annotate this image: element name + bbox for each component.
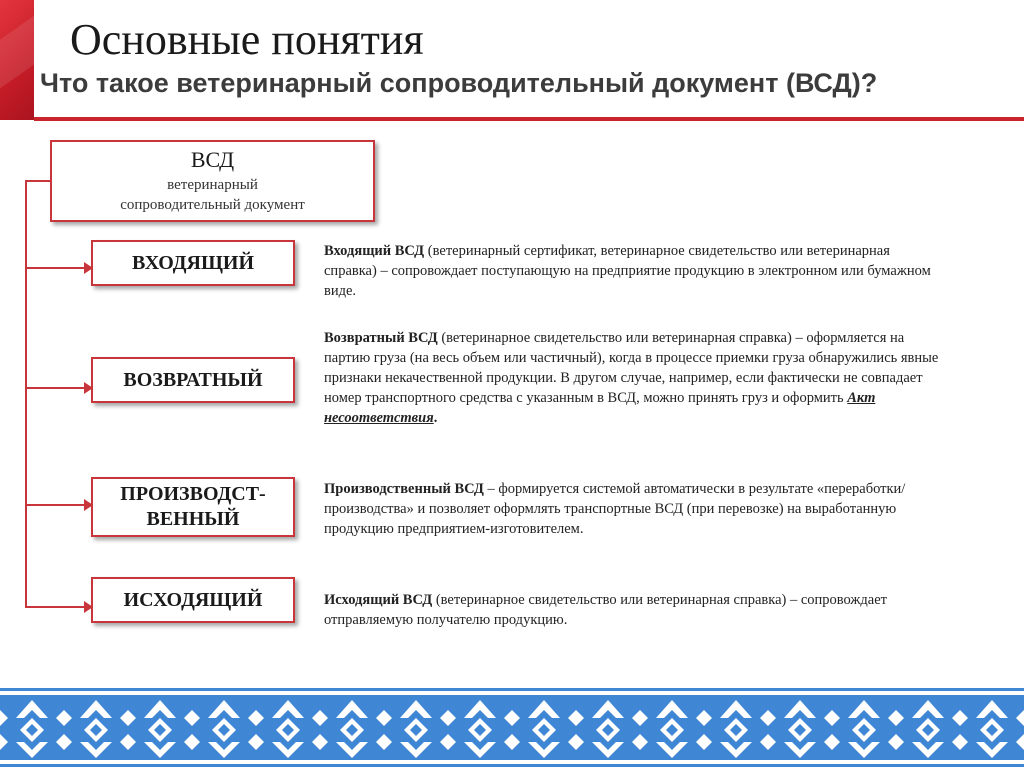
category-box-incoming bbox=[91, 240, 295, 286]
root-title: ВСД bbox=[190, 147, 235, 172]
arrow-return bbox=[25, 387, 91, 389]
arrow-production bbox=[25, 504, 91, 506]
act-nonconformity-link[interactable]: Акт несоответствия bbox=[324, 390, 876, 426]
root-subtitle-line1: ветеринарный bbox=[167, 177, 258, 194]
arrow-outgoing bbox=[25, 606, 91, 608]
page-subtitle: Что такое ветеринарный сопроводительный документ (ВСД)? bbox=[40, 68, 878, 98]
category-label-return: ВОЗВРАТНЫЙ bbox=[123, 368, 263, 391]
description-incoming bbox=[324, 241, 944, 301]
description-text: (ветеринарное свидетельство или ветеринарная справка) – оформляется на партию груза (на весь объем или частичный), когда в процессе приемки груза обнаружились явные признаки некачественной продукции. В другом случае, например, если фактически не совпадает номер транспортного средства с указанным в ВСД, можно принять груз и оформить bbox=[324, 330, 939, 406]
ornament-band bbox=[0, 688, 1024, 767]
description-term: Возвратный ВСД bbox=[324, 330, 438, 346]
header-divider bbox=[34, 117, 1024, 121]
category-label-outgoing: ИСХОДЯЩИЙ bbox=[123, 588, 263, 611]
description-term: Производственный ВСД bbox=[324, 481, 484, 497]
description-text: (ветеринарное свидетельство или ветеринарная справка) – сопровождает отправляемую получателю продукцию. bbox=[324, 592, 888, 628]
arrow-incoming bbox=[25, 267, 91, 269]
tree-connector-vertical bbox=[25, 180, 27, 607]
description-text: (ветеринарный сертификат, ветеринарное свидетельство или ветеринарная справка) – сопровождает поступающую на предприятие продукцию в электронном или бумажном виде. bbox=[324, 243, 931, 299]
category-label-incoming: ВХОДЯЩИЙ bbox=[131, 251, 255, 274]
description-outgoing bbox=[324, 590, 944, 630]
category-box-production bbox=[91, 477, 295, 537]
description-term: Исходящий ВСД bbox=[324, 592, 433, 608]
root-subtitle-line2: сопроводительный документ bbox=[120, 196, 305, 213]
description-production bbox=[324, 479, 944, 539]
category-box-return bbox=[91, 357, 295, 403]
category-label-production-line2: ВЕННЫЙ bbox=[146, 508, 240, 530]
red-corner-decoration bbox=[0, 0, 34, 120]
description-term: Входящий ВСД bbox=[324, 243, 425, 259]
category-label-production-line1: ПРОИЗВОДСТ- bbox=[120, 483, 266, 505]
category-box-outgoing bbox=[91, 577, 295, 623]
page-title: Основные понятия bbox=[70, 15, 424, 64]
description-text: – формируется системой автоматически в результате «переработки/производства» и позволяет оформлять транспортные ВСД (при перевозке) на выработанную продукцию предприятием-изготовителем. bbox=[324, 481, 906, 537]
description-return bbox=[324, 328, 944, 428]
tree-connector-root bbox=[25, 180, 50, 182]
description-end: . bbox=[433, 410, 438, 426]
root-box-vsd bbox=[50, 140, 375, 222]
